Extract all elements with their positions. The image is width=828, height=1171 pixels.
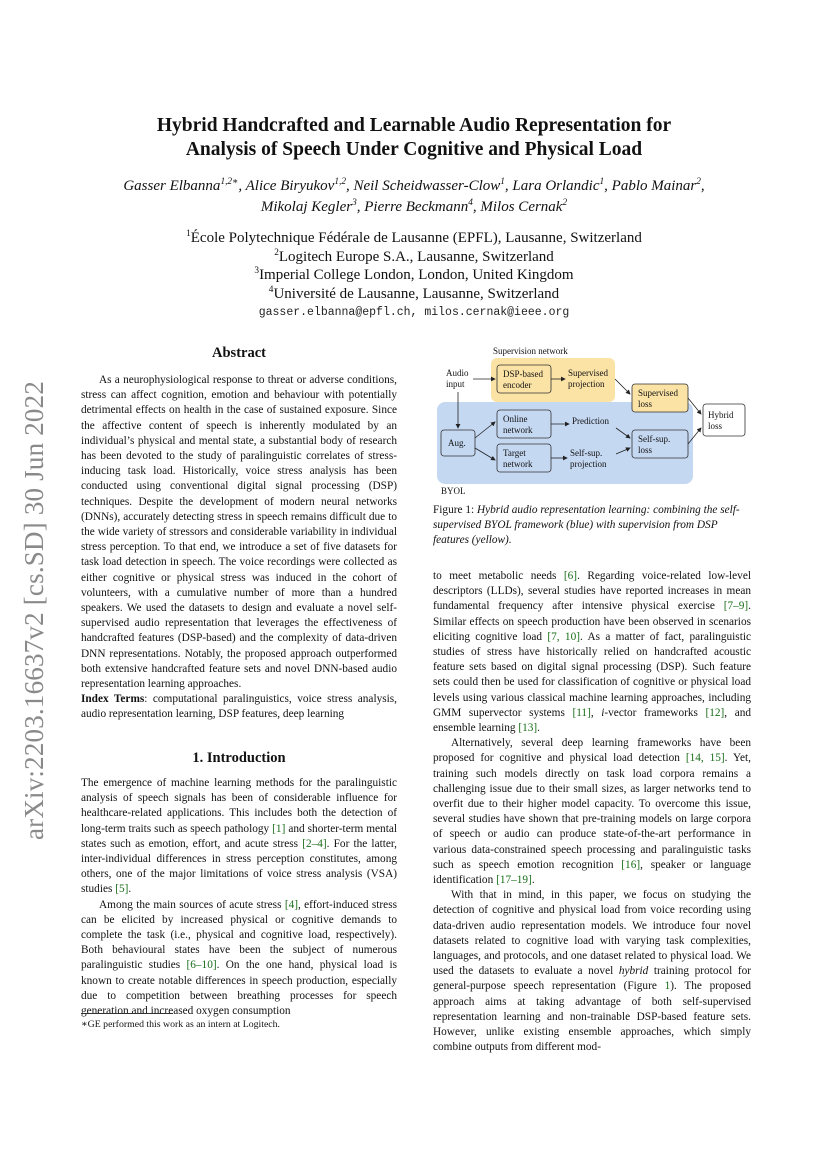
author-name: Milos Cernak xyxy=(480,199,563,215)
arxiv-id: arXiv:2203.16637v2 [cs.SD] 30 Jun 2022 xyxy=(19,380,50,840)
author-name: Neil Scheidwasser-Clow xyxy=(353,178,501,194)
supervised-loss-label: Supervised loss xyxy=(638,388,678,409)
index-terms xyxy=(81,692,397,722)
author-name: Lara Orlandic xyxy=(512,178,600,194)
citation-link[interactable]: [6] xyxy=(563,570,578,582)
author-affiliation-marker: 4 xyxy=(468,198,473,208)
author-line-1: Gasser Elbanna$^{1,2∗}$, Alice Biryukov$^{1,2}$, Neil Scheidwasser-Clow$^1$, Lara Orlandic$^1$, Pablo Mainar$^2$, xyxy=(123,177,705,194)
index-terms-text: : computational paralinguistics, voice stress analysis, audio representation learning, DSP features, deep learning xyxy=(81,693,397,721)
author-name: Alice Biryukov xyxy=(245,178,335,194)
selfsup-projection-label: Self-sup. projection xyxy=(570,448,607,469)
right-paragraph-1: to meet metabolic needs [6]. Regarding voice-related low-level descriptors (LLDs), several studies have reported increases in mean fundamental frequency after intensive physical exercise [7–9]. Similar effects on speech production have been observed in scenarios eliciting cognitive load [7, 10]. As a matter of fact, paralinguistic studies of stress have historically relied on handcrafted acoustic feature sets based on digital signal processing (DSP). Such feature sets could then be used for classification of cognitive or physical load levels using various classical machine learning approaches, including GMM supervector systems [11], i-vector frameworks [12], and ensemble learning [13]. xyxy=(433,570,751,735)
citation-link[interactable]: [2–4] xyxy=(302,837,327,850)
citation-link[interactable]: [1] xyxy=(272,822,286,835)
figure-1-caption-label: Figure 1: xyxy=(433,504,477,516)
abstract-section xyxy=(81,373,397,723)
footnote-rule xyxy=(81,1013,173,1014)
aug-label: Aug. xyxy=(448,438,466,448)
figure-1-caption-text: Hybrid audio representation learning: combining the self-supervised BYOL framework (blue) with supervision from DSP features (yellow). xyxy=(433,504,740,547)
author-list xyxy=(70,176,758,218)
contact-emails: gasser.elbanna@epfl.ch, milos.cernak@ieee.org xyxy=(258,306,570,319)
introduction-section xyxy=(81,776,397,1019)
figure-1 xyxy=(433,344,751,496)
author-affiliation-marker: 3 xyxy=(352,198,357,208)
author-name: Pierre Beckmann xyxy=(364,199,469,215)
author-affiliation-marker: 1 xyxy=(500,177,505,187)
affiliation-2: $^2$Logitech Europe S.A., Lausanne, Switzerland xyxy=(274,247,554,265)
author-affiliation-marker: 2 xyxy=(696,177,701,187)
figure-1-caption xyxy=(433,503,751,549)
introduction-heading: 1. Introduction xyxy=(192,750,286,766)
author-affiliation-marker: 1,2 xyxy=(334,177,346,187)
right-column-text xyxy=(433,569,751,1056)
citation-link[interactable]: [12] xyxy=(705,706,725,719)
affiliation-3: $^3$Imperial College London, London, United Kingdom xyxy=(254,266,574,283)
author-name: Gasser Elbanna xyxy=(123,178,221,194)
citation-link[interactable]: [5] xyxy=(115,883,129,896)
hybrid-loss-label: Hybrid loss xyxy=(708,410,734,431)
audio-input-label: Audio input xyxy=(446,368,469,389)
abstract-body: As a neurophysiological response to threat or adverse conditions, stress can affect cognition, emotion and behaviour with potentially detrimental effects on health in the case of sustained exposure. Since the affective content of speech is inherently modulated by an individual’s physical and mental state, a substantial body of research has been devoted to the study of paralinguistic correlates of stress-inducing task load. Historically, voice stress analysis has been conducted using conventional digital signal processing (DSP) techniques. Despite the development of modern neural networks (DNNs), accurately detecting stress in speech remains difficult due to the wide variety of stressors and considerable variability in individual stress perception. To that end, we introduce a set of five datasets for task load detection in speech. The voice recordings were collected as either cognitive or physical stress was induced in the cohort of volunteers, with a cumulative number of more than a hundred speakers. We used the datasets to design and evaluate a novel self-supervised audio representation that leverages the effectiveness of handcrafted features (DSP-based) and the complexity of data-driven DNN representations. Notably, the proposed approach outperformed both extensive handcrafted feature sets and novel DNN-based audio representation learning approaches. xyxy=(81,374,397,691)
byol-label: BYOL xyxy=(441,486,466,496)
citation-link[interactable]: [14, 15] xyxy=(685,752,725,765)
citation-link[interactable]: [11] xyxy=(572,706,591,719)
footnote: ∗GE performed this work as an intern at Logitech. xyxy=(81,1019,280,1030)
index-terms-label: Index Terms xyxy=(81,693,145,706)
citation-link[interactable]: [16] xyxy=(621,858,641,871)
target-network-label: Target network xyxy=(503,448,533,469)
author-affiliation-marker: 1,2∗ xyxy=(220,177,239,187)
right-paragraph-2: Alternatively, several deep learning frameworks have been proposed for cognitive and physical load detection [14, 15]. Yet, training such models directly on task load corpora remains a challenging issue due to their small sizes, as larger networks tend to overfit due to their higher model capacity. To overcome this issue, several studies have shown that pre-training models on large corpora of speech or audio can produce state-of-the-art performance in various data-constrained speech processing and paralinguistic tasks such as speech emotion recognition [16], speaker or language identification [17–19]. xyxy=(433,737,751,887)
figure-1-diagram xyxy=(433,344,751,496)
citation-link[interactable]: 1 xyxy=(664,980,671,993)
intro-paragraph-2: Among the main sources of acute stress [4], effort-induced stress can be elicited by increased physical or cognitive demands to complete the task (i.e., physical and cognitive load, respectively). Both behavioural states have been the subject of numerous paralinguistic studies [6–10]. On the one hand, physical load is known to create notable differences in speech production, especially due to competition between breathing processes for speech generation and increased oxygen consumption xyxy=(81,898,397,1018)
citation-link[interactable]: [4] xyxy=(284,898,298,911)
intro-paragraph-1: The emergence of machine learning methods for the paralinguistic analysis of speech signals has been of considerable influence for healthcare-related applications. This includes both the detection of long-term traits such as speech pathology [1] and shorter-term mental states such as emotion, effort, and acute stress [2–4]. For the latter, inter-individual differences in stress perception constitutes, among others, one of the major limitations of voice stress analysis (VSA) studies [5]. xyxy=(81,777,398,896)
author-affiliation-marker: 1 xyxy=(599,177,605,187)
supervised-projection-label: Supervised projection xyxy=(568,368,608,389)
dsp-encoder-label: DSP-based encoder xyxy=(503,369,543,390)
right-paragraph-3: With that in mind, in this paper, we focus on studying the detection of cognitive and physical load from voice recording using data-driven audio representation models. We introduce four novel datasets related to cognitive load with varying task complexities, languages, and protocols, and one dataset related to physical load. We used the datasets to evaluate a novel hybrid training protocol for general-purpose speech representation (Figure 1). The proposed approach aims at taking advantage of both self-supervised representation learning and non-trainable DSP-based feature sets. However, unlike existing ensemble approaches, which simply combine outputs from different mod- xyxy=(433,889,752,1054)
paper-title xyxy=(100,114,728,162)
title-line-1: Hybrid Handcrafted and Learnable Audio Representation for xyxy=(156,115,672,136)
affiliation-1: $^1$École Polytechnique Fédérale de Lausanne (EPFL), Lausanne, Switzerland xyxy=(186,229,642,246)
citation-link[interactable]: [6–10] xyxy=(186,959,217,972)
abstract-heading: Abstract xyxy=(212,345,266,361)
affiliation-list xyxy=(120,229,708,303)
title-line-2: Analysis of Speech Under Cognitive and Physical Load xyxy=(185,139,643,160)
author-name: Pablo Mainar xyxy=(611,178,697,194)
citation-link[interactable]: [7, 10] xyxy=(547,630,580,643)
citation-link[interactable]: [13] xyxy=(518,722,538,735)
emphasis: i xyxy=(601,706,605,719)
arxiv-sidebar xyxy=(14,370,56,850)
author-name: Mikolaj Kegler xyxy=(260,199,353,215)
hybrid-loss-box xyxy=(703,404,745,436)
affiliation-4: $^4$Université de Lausanne, Lausanne, Switzerland xyxy=(268,284,560,302)
author-line-2: Mikolaj Kegler$^3$, Pierre Beckmann$^4$, Milos Cernak$^2$ xyxy=(260,198,568,215)
emphasis: hybrid xyxy=(618,965,649,978)
selfsup-loss-label: Self-sup. loss xyxy=(638,434,671,455)
prediction-label: Prediction xyxy=(572,416,609,426)
online-network-label: Online network xyxy=(503,414,533,435)
author-affiliation-marker: 2 xyxy=(562,198,568,208)
supervision-network-label: Supervision network xyxy=(493,346,568,356)
citation-link[interactable]: [17–19] xyxy=(496,874,532,887)
citation-link[interactable]: [7–9] xyxy=(723,600,749,613)
